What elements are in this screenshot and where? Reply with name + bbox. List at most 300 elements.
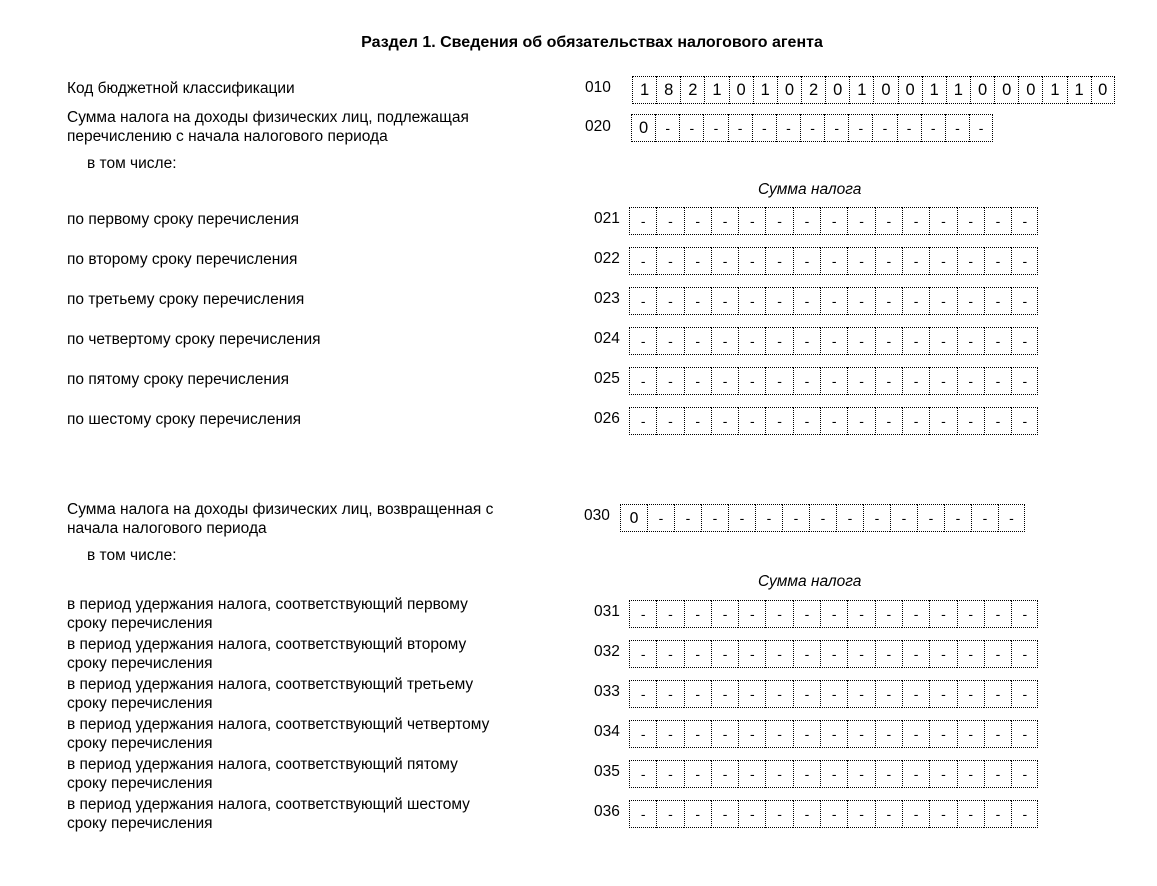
withholding-period-label-line2: сроку перечисления (67, 815, 213, 832)
digit-cell[interactable] (847, 640, 874, 668)
digit-value: - (777, 413, 782, 429)
digit-cell[interactable] (629, 680, 656, 708)
digit-cell[interactable] (898, 76, 922, 104)
digit-cell[interactable] (902, 640, 929, 668)
digit-cell[interactable] (711, 760, 738, 788)
digit-cell[interactable] (765, 680, 792, 708)
digit-value: - (695, 606, 701, 622)
digit-value: - (695, 333, 701, 349)
tax-amount-field-025[interactable] (629, 367, 1038, 393)
digit-cell[interactable] (656, 800, 683, 828)
digit-cell[interactable] (793, 407, 820, 435)
digit-cell[interactable] (765, 640, 792, 668)
digit-cell[interactable] (929, 287, 956, 315)
digit-value: - (941, 726, 946, 742)
tax-amount-field-022[interactable] (629, 247, 1038, 273)
digit-cell[interactable] (738, 247, 765, 275)
digit-value: - (913, 686, 919, 702)
digit-value: - (722, 373, 728, 389)
digit-cell[interactable] (656, 247, 683, 275)
digit-cell[interactable] (629, 407, 656, 435)
digit-cell[interactable] (1011, 247, 1038, 275)
digit-value: - (722, 293, 728, 309)
digit-cell[interactable] (1011, 600, 1038, 628)
digit-cell[interactable] (929, 207, 956, 235)
digit-value: - (777, 333, 782, 349)
digit-value: - (886, 333, 892, 349)
digit-cell[interactable] (711, 367, 738, 395)
digit-cell[interactable] (847, 247, 874, 275)
digit-cell[interactable] (970, 76, 994, 104)
digit-cell[interactable] (875, 680, 902, 708)
digit-cell[interactable] (929, 327, 956, 355)
digit-cell[interactable] (984, 287, 1011, 315)
digit-cell[interactable] (793, 327, 820, 355)
digit-cell[interactable] (679, 114, 703, 142)
tax-due-label-line2: перечислению с начала налогового периода (67, 128, 388, 145)
digit-cell[interactable] (929, 247, 956, 275)
digit-value: - (968, 333, 974, 349)
digit-cell[interactable] (793, 800, 820, 828)
digit-cell[interactable] (929, 680, 956, 708)
digit-cell[interactable] (902, 680, 929, 708)
digit-cell[interactable] (684, 800, 711, 828)
digit-cell[interactable] (738, 720, 765, 748)
digit-cell[interactable] (776, 114, 800, 142)
digit-cell[interactable] (777, 76, 801, 104)
digit-cell[interactable] (711, 327, 738, 355)
digit-cell[interactable] (765, 407, 792, 435)
digit-cell[interactable] (765, 760, 792, 788)
digit-cell[interactable] (873, 76, 897, 104)
digit-cell[interactable] (711, 287, 738, 315)
digit-value: - (886, 293, 892, 309)
digit-cell[interactable] (984, 327, 1011, 355)
digit-cell[interactable] (738, 287, 765, 315)
digit-value: - (695, 413, 701, 429)
tax-amount-field-033[interactable] (629, 680, 1038, 706)
digit-cell[interactable] (847, 600, 874, 628)
digit-cell[interactable] (674, 504, 701, 532)
digit-cell[interactable] (957, 720, 984, 748)
digit-cell[interactable] (998, 504, 1025, 532)
digit-cell[interactable] (902, 247, 929, 275)
digit-cell[interactable] (755, 504, 782, 532)
digit-cell[interactable] (684, 327, 711, 355)
digit-cell[interactable] (820, 287, 847, 315)
line-code-025: 025 (594, 370, 620, 387)
digit-cell[interactable] (922, 76, 946, 104)
digit-cell[interactable] (738, 800, 765, 828)
tax-amount-field-023[interactable] (629, 287, 1038, 313)
digit-cell[interactable] (902, 720, 929, 748)
digit-cell[interactable] (684, 367, 711, 395)
digit-value: - (777, 373, 782, 389)
digit-cell[interactable] (1011, 800, 1038, 828)
withholding-period-label-line2: сроку перечисления (67, 615, 213, 632)
digit-cell[interactable] (711, 680, 738, 708)
digit-cell[interactable] (629, 287, 656, 315)
digit-cell[interactable] (929, 640, 956, 668)
digit-value: - (831, 373, 837, 389)
digit-cell[interactable] (765, 287, 792, 315)
digit-cell[interactable] (902, 367, 929, 395)
digit-cell[interactable] (897, 114, 921, 142)
digit-cell[interactable] (656, 640, 683, 668)
digit-cell[interactable] (793, 680, 820, 708)
tax-returned-field[interactable] (620, 504, 1025, 530)
digit-cell[interactable] (957, 640, 984, 668)
digit-cell[interactable] (847, 327, 874, 355)
digit-cell[interactable] (957, 760, 984, 788)
digit-value: - (941, 413, 946, 429)
digit-cell[interactable] (711, 207, 738, 235)
digit-value: - (995, 646, 1001, 662)
digit-cell[interactable] (809, 504, 836, 532)
digit-cell[interactable] (738, 640, 765, 668)
digit-cell[interactable] (629, 600, 656, 628)
digit-cell[interactable] (793, 720, 820, 748)
withholding-period-label-line1: в период удержания налога, соответствующий первому (67, 596, 468, 613)
digit-cell[interactable] (875, 287, 902, 315)
digit-cell[interactable] (1011, 640, 1038, 668)
digit-cell[interactable] (902, 760, 929, 788)
tax-amount-field-031[interactable] (629, 600, 1038, 626)
digit-cell[interactable] (684, 680, 711, 708)
digit-cell[interactable] (629, 760, 656, 788)
digit-cell[interactable] (1067, 76, 1091, 104)
digit-cell[interactable] (847, 407, 874, 435)
digit-cell[interactable] (875, 407, 902, 435)
digit-cell[interactable] (875, 760, 902, 788)
digit-cell[interactable] (984, 680, 1011, 708)
digit-cell[interactable] (729, 76, 753, 104)
digit-cell[interactable] (801, 76, 825, 104)
digit-cell[interactable] (836, 504, 863, 532)
digit-cell[interactable] (875, 600, 902, 628)
digit-cell[interactable] (875, 207, 902, 235)
digit-cell[interactable] (1011, 207, 1038, 235)
tax-amount-field-032[interactable] (629, 640, 1038, 666)
digit-value: - (995, 213, 1001, 229)
digit-cell[interactable] (929, 720, 956, 748)
digit-cell[interactable] (847, 800, 874, 828)
digit-cell[interactable] (875, 640, 902, 668)
digit-cell[interactable] (875, 800, 902, 828)
digit-cell[interactable] (704, 76, 728, 104)
digit-cell[interactable] (703, 114, 727, 142)
digit-value: 0 (881, 80, 891, 99)
digit-cell[interactable] (1011, 407, 1038, 435)
digit-cell[interactable] (793, 760, 820, 788)
digit-cell[interactable] (863, 504, 890, 532)
digit-cell[interactable] (929, 600, 956, 628)
digit-cell[interactable] (765, 720, 792, 748)
digit-value: - (777, 606, 782, 622)
digit-cell[interactable] (765, 247, 792, 275)
digit-cell[interactable] (847, 680, 874, 708)
digit-cell[interactable] (847, 287, 874, 315)
digit-cell[interactable] (984, 407, 1011, 435)
digit-value: - (1022, 373, 1028, 389)
digit-cell[interactable] (984, 720, 1011, 748)
digit-value: - (886, 253, 892, 269)
digit-cell[interactable] (957, 207, 984, 235)
digit-cell[interactable] (957, 800, 984, 828)
tax-amount-field-026[interactable] (629, 407, 1038, 433)
digit-cell[interactable] (902, 600, 929, 628)
digit-cell[interactable] (629, 640, 656, 668)
digit-cell[interactable] (656, 76, 680, 104)
digit-cell[interactable] (793, 640, 820, 668)
digit-value: - (886, 373, 892, 389)
tax-amount-field-036[interactable] (629, 800, 1038, 826)
digit-cell[interactable] (929, 367, 956, 395)
digit-value: - (722, 213, 728, 229)
digit-cell[interactable] (656, 760, 683, 788)
digit-cell[interactable] (820, 640, 847, 668)
digit-cell[interactable] (1011, 720, 1038, 748)
payment-term-label-022: по второму сроку перечисления (67, 251, 298, 268)
digit-cell[interactable] (793, 600, 820, 628)
digit-cell[interactable] (872, 114, 896, 142)
digit-cell[interactable] (929, 760, 956, 788)
digit-value: - (750, 726, 755, 742)
digit-cell[interactable] (957, 367, 984, 395)
digit-cell[interactable] (738, 367, 765, 395)
digit-cell[interactable] (793, 247, 820, 275)
digit-value: - (995, 333, 1001, 349)
digit-cell[interactable] (820, 247, 847, 275)
digit-cell[interactable] (701, 504, 728, 532)
digit-cell[interactable] (957, 600, 984, 628)
digit-cell[interactable] (1011, 760, 1038, 788)
digit-cell[interactable] (684, 247, 711, 275)
digit-cell[interactable] (684, 207, 711, 235)
digit-cell[interactable] (782, 504, 809, 532)
tax-due-field[interactable] (631, 114, 993, 140)
digit-cell[interactable] (728, 114, 752, 142)
digit-cell[interactable] (1018, 76, 1042, 104)
digit-cell[interactable] (875, 327, 902, 355)
digit-cell[interactable] (994, 76, 1018, 104)
digit-cell[interactable] (629, 800, 656, 828)
digit-cell[interactable] (1011, 367, 1038, 395)
digit-cell[interactable] (984, 247, 1011, 275)
digit-value: - (968, 686, 974, 702)
digit-cell[interactable] (632, 76, 656, 104)
digit-value: - (1022, 766, 1028, 782)
digit-cell[interactable] (917, 504, 944, 532)
digit-cell[interactable] (984, 760, 1011, 788)
line-code-021: 021 (594, 210, 620, 227)
withholding-period-label-line2: сроку перечисления (67, 655, 213, 672)
digit-cell[interactable] (656, 680, 683, 708)
digit-cell[interactable] (929, 800, 956, 828)
digit-cell[interactable] (629, 247, 656, 275)
digit-cell[interactable] (656, 720, 683, 748)
digit-cell[interactable] (969, 114, 993, 142)
digit-value: - (640, 606, 646, 622)
digit-cell[interactable] (820, 720, 847, 748)
digit-cell[interactable] (711, 247, 738, 275)
digit-cell[interactable] (684, 760, 711, 788)
digit-cell[interactable] (820, 367, 847, 395)
digit-cell[interactable] (847, 367, 874, 395)
digit-cell[interactable] (944, 504, 971, 532)
digit-value: - (695, 766, 701, 782)
digit-cell[interactable] (875, 247, 902, 275)
digit-cell[interactable] (793, 207, 820, 235)
digit-cell[interactable] (656, 407, 683, 435)
tax-amount-field-021[interactable] (629, 207, 1038, 233)
digit-cell[interactable] (957, 287, 984, 315)
digit-cell[interactable] (656, 287, 683, 315)
digit-cell[interactable] (647, 504, 674, 532)
digit-cell[interactable] (656, 600, 683, 628)
digit-cell[interactable] (945, 114, 969, 142)
digit-cell[interactable] (728, 504, 755, 532)
digit-cell[interactable] (680, 76, 704, 104)
digit-value: - (668, 606, 673, 622)
digit-cell[interactable] (629, 207, 656, 235)
digit-cell[interactable] (684, 287, 711, 315)
digit-cell[interactable] (684, 720, 711, 748)
digit-cell[interactable] (684, 640, 711, 668)
digit-value: 1 (1074, 80, 1084, 99)
digit-value: - (722, 686, 728, 702)
kbk-field[interactable] (632, 76, 1115, 102)
digit-cell[interactable] (752, 114, 776, 142)
digit-cell[interactable] (656, 207, 683, 235)
tax-amount-field-024[interactable] (629, 327, 1038, 353)
digit-cell[interactable] (738, 327, 765, 355)
digit-cell[interactable] (902, 287, 929, 315)
digit-cell[interactable] (820, 207, 847, 235)
digit-cell[interactable] (620, 504, 647, 532)
digit-cell[interactable] (847, 760, 874, 788)
digit-cell[interactable] (684, 600, 711, 628)
digit-cell[interactable] (820, 760, 847, 788)
digit-cell[interactable] (711, 600, 738, 628)
digit-cell[interactable] (957, 407, 984, 435)
digit-cell[interactable] (629, 720, 656, 748)
digit-cell[interactable] (711, 407, 738, 435)
digit-cell[interactable] (820, 407, 847, 435)
digit-value: - (913, 806, 919, 822)
digit-cell[interactable] (848, 114, 872, 142)
digit-cell[interactable] (1042, 76, 1066, 104)
digit-cell[interactable] (738, 680, 765, 708)
digit-cell[interactable] (984, 600, 1011, 628)
digit-cell[interactable] (824, 114, 848, 142)
digit-cell[interactable] (684, 407, 711, 435)
digit-cell[interactable] (847, 207, 874, 235)
digit-value: - (777, 686, 782, 702)
digit-cell[interactable] (738, 760, 765, 788)
digit-cell[interactable] (765, 800, 792, 828)
digit-cell[interactable] (738, 600, 765, 628)
digit-cell[interactable] (765, 600, 792, 628)
digit-value: - (750, 213, 755, 229)
digit-cell[interactable] (849, 76, 873, 104)
digit-cell[interactable] (929, 407, 956, 435)
digit-cell[interactable] (825, 76, 849, 104)
digit-cell[interactable] (946, 76, 970, 104)
digit-cell[interactable] (1011, 287, 1038, 315)
tax-amount-field-035[interactable] (629, 760, 1038, 786)
digit-cell[interactable] (793, 287, 820, 315)
digit-cell[interactable] (631, 114, 655, 142)
digit-cell[interactable] (655, 114, 679, 142)
digit-cell[interactable] (656, 327, 683, 355)
digit-cell[interactable] (1091, 76, 1115, 104)
digit-cell[interactable] (1011, 327, 1038, 355)
digit-cell[interactable] (847, 720, 874, 748)
digit-cell[interactable] (902, 407, 929, 435)
digit-cell[interactable] (957, 680, 984, 708)
digit-cell[interactable] (820, 800, 847, 828)
digit-value: - (750, 293, 755, 309)
digit-cell[interactable] (902, 207, 929, 235)
digit-cell[interactable] (765, 327, 792, 355)
digit-cell[interactable] (957, 327, 984, 355)
digit-value: 0 (1098, 80, 1108, 99)
digit-cell[interactable] (765, 367, 792, 395)
digit-cell[interactable] (1011, 680, 1038, 708)
digit-cell[interactable] (875, 720, 902, 748)
digit-value: - (913, 373, 919, 389)
digit-cell[interactable] (984, 207, 1011, 235)
digit-cell[interactable] (890, 504, 917, 532)
digit-cell[interactable] (793, 367, 820, 395)
digit-value: - (640, 806, 646, 822)
digit-cell[interactable] (738, 207, 765, 235)
digit-cell[interactable] (711, 800, 738, 828)
digit-value: - (750, 413, 755, 429)
digit-cell[interactable] (984, 800, 1011, 828)
digit-cell[interactable] (753, 76, 777, 104)
digit-cell[interactable] (820, 680, 847, 708)
digit-cell[interactable] (629, 327, 656, 355)
digit-value: - (968, 806, 974, 822)
digit-cell[interactable] (820, 600, 847, 628)
digit-value: - (995, 293, 1001, 309)
tax-amount-field-034[interactable] (629, 720, 1038, 746)
digit-value: 8 (664, 80, 674, 99)
digit-cell[interactable] (820, 327, 847, 355)
digit-value: - (834, 120, 840, 136)
digit-cell[interactable] (711, 720, 738, 748)
digit-value: - (640, 413, 646, 429)
digit-value: - (831, 646, 837, 662)
digit-cell[interactable] (629, 367, 656, 395)
digit-cell[interactable] (875, 367, 902, 395)
digit-cell[interactable] (971, 504, 998, 532)
digit-cell[interactable] (765, 207, 792, 235)
digit-cell[interactable] (984, 640, 1011, 668)
digit-cell[interactable] (738, 407, 765, 435)
digit-cell[interactable] (656, 367, 683, 395)
digit-cell[interactable] (711, 640, 738, 668)
digit-cell[interactable] (902, 327, 929, 355)
digit-cell[interactable] (957, 247, 984, 275)
digit-cell[interactable] (984, 367, 1011, 395)
digit-value: - (695, 293, 701, 309)
digit-cell[interactable] (921, 114, 945, 142)
digit-cell[interactable] (902, 800, 929, 828)
digit-cell[interactable] (800, 114, 824, 142)
